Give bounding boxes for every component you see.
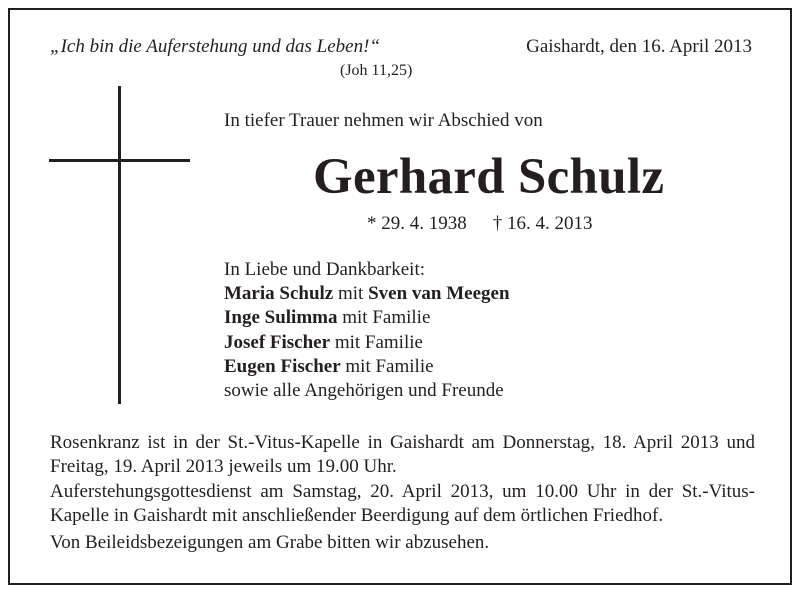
dateline: Gaishardt, den 16. April 2013 bbox=[526, 36, 752, 57]
mourner-family: Familie bbox=[372, 307, 431, 329]
bible-reference: (Joh 11,25) bbox=[340, 62, 413, 79]
mourner-name: Inge Sulimma bbox=[224, 307, 338, 329]
mourner-family: Familie bbox=[375, 355, 434, 377]
bible-quote: „Ich bin die Auferstehung und das Leben!“ bbox=[50, 36, 381, 57]
mourners-closing: sowie alle Angehörigen und Freunde bbox=[224, 380, 504, 402]
mourner-name: Eugen Fischer bbox=[224, 355, 341, 377]
mourner-name: Maria Schulz bbox=[224, 283, 334, 305]
cross-icon bbox=[118, 86, 121, 404]
mourners-heading: In Liebe und Dankbarkeit: bbox=[224, 259, 426, 280]
mourner-partner: Sven van Meegen bbox=[368, 283, 510, 305]
mourners-block bbox=[224, 258, 510, 403]
condolence-note: Von Beileidsbezeigungen am Grabe bitten wir abzusehen. bbox=[50, 532, 490, 554]
service-info bbox=[50, 431, 755, 555]
death-date: † 16. 4. 2013 bbox=[492, 213, 593, 234]
funeral-info: Auferstehungsgottesdienst am Samstag, 20. April 2013, um 10.00 Uhr in der St.-Vitus-Kapelle in Gaishardt mit anschließender Beerdigung auf dem örtlichen Friedhof. bbox=[50, 480, 755, 526]
birth-date: * 29. 4. 1938 bbox=[367, 213, 467, 234]
life-dates bbox=[367, 213, 593, 235]
mourner-line bbox=[224, 282, 510, 306]
cross-icon-crossbar bbox=[49, 159, 190, 162]
mourner-line bbox=[224, 355, 510, 379]
mourner-mit: mit bbox=[340, 355, 376, 377]
mourner-name: Josef Fischer bbox=[224, 331, 331, 353]
mourner-mit: mit bbox=[333, 283, 369, 305]
mourner-mit: mit bbox=[330, 331, 365, 353]
mourner-line bbox=[224, 331, 510, 355]
deceased-name: Gerhard Schulz bbox=[313, 149, 665, 205]
mourner-mit: mit bbox=[337, 307, 373, 329]
rosary-info: Rosenkranz ist in der St.-Vitus-Kapelle in Gaishardt am Donnerstag, 18. April 2013 und Freitag, 19. April 2013 jeweils um 19.00 Uhr. bbox=[50, 432, 755, 478]
intro-text: In tiefer Trauer nehmen wir Abschied von bbox=[224, 110, 543, 131]
mourner-line bbox=[224, 306, 510, 330]
mourner-family: Familie bbox=[364, 331, 423, 353]
